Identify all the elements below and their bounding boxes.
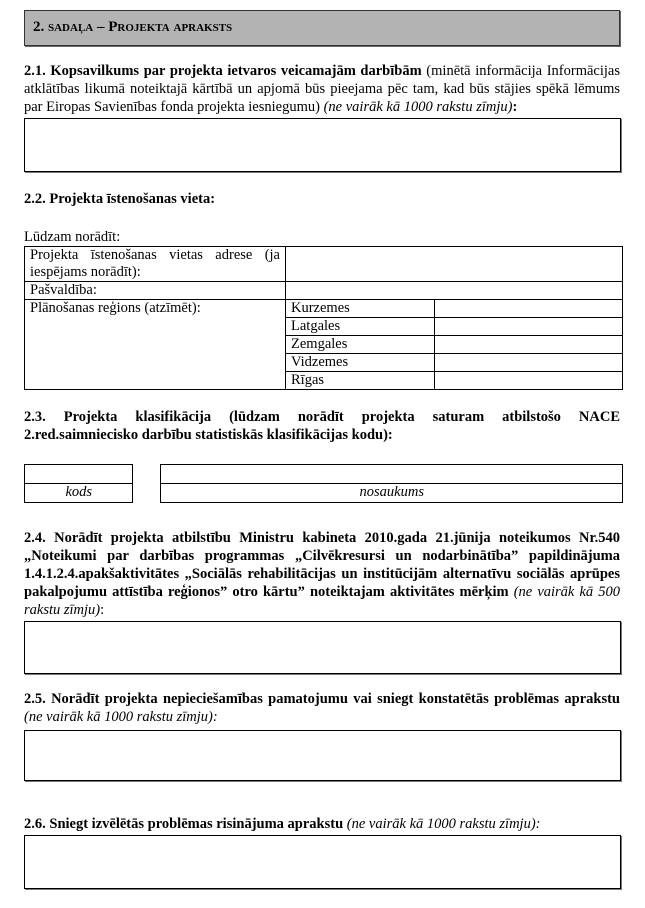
section-2-5-label: 2.5. Norādīt projekta nepieciešamības pamatojumu vai sniegt konstatētās problēmas aprakstu (ne vairāk kā 1000 rakstu zīmju):	[24, 691, 620, 725]
region-latgales-check[interactable]	[435, 318, 623, 336]
address-label: Projekta īstenošanas vietas adrese (ja iespējams norādīt):	[25, 247, 286, 282]
name-table	[160, 464, 623, 503]
classification-row	[24, 464, 623, 503]
code-label: kods	[25, 484, 133, 503]
region-vidzemes-check[interactable]	[435, 354, 623, 372]
region-kurzemes: Kurzemes	[286, 300, 435, 318]
region-zemgales-check[interactable]	[435, 336, 623, 354]
municipality-label: Pašvaldība:	[25, 282, 286, 300]
region-rigas: Rīgas	[286, 372, 435, 390]
please-indicate-label: Lūdzam norādīt:	[24, 229, 121, 245]
location-table	[24, 246, 623, 390]
region-label: Plānošanas reģions (atzīmēt):	[25, 300, 286, 390]
region-kurzemes-check[interactable]	[435, 300, 623, 318]
region-zemgales: Zemgales	[286, 336, 435, 354]
region-vidzemes: Vidzemes	[286, 354, 435, 372]
name-label: nosaukums	[161, 484, 623, 503]
address-input[interactable]	[286, 247, 623, 282]
justification-input-box[interactable]	[24, 730, 621, 781]
section-2-2-title: 2.2. Projekta īstenošanas vieta:	[24, 191, 216, 207]
section-2-1-label: 2.1. Kopsavilkums par projekta ietvaros veicamajām darbībām (minētā informācija Informācijas atklātības likumā noteiktajā kārtībā un apjomā būs pieejama pēc tam, kad būs stājies spēkā lēmums par Eiropas Savienības fonda projekta iesniegumu) (ne vairāk kā 1000 rakstu zīmju):	[24, 63, 620, 115]
region-latgales: Latgales	[286, 318, 435, 336]
name-input[interactable]	[161, 465, 623, 484]
section-title: 2. sadaļa – Projekta apraksts	[33, 19, 233, 35]
section-header	[24, 10, 620, 46]
section-2-3-title: 2.3. Projekta klasifikācija (lūdzam norādīt projekta saturam atbilstošo NACE 2.red.saimniecisko darbību statistiskās klasifikācijas kodu):	[24, 409, 620, 443]
solution-input-box[interactable]	[24, 835, 621, 889]
section-2-6-label: 2.6. Sniegt izvēlētās problēmas risinājuma aprakstu (ne vairāk kā 1000 rakstu zīmju):	[24, 816, 541, 832]
code-input[interactable]	[25, 465, 133, 484]
objective-input-box[interactable]	[24, 621, 621, 674]
section-2-4-label: 2.4. Norādīt projekta atbilstību Ministru kabineta 2010.gada 21.jūnija noteikumos Nr.540 „Noteikumi par darbības programmas „Cilvēkresursi un nodarbinātība” papildinājuma 1.4.1.2.4.apakšaktivitātes „Sociālās rehabilitācijas un institūcijām alternatīvu sociālās aprūpes pakalpojumu attīstība reģionos” otro kārtu” noteiktajam aktivitātes mērķim (ne vairāk kā 500 rakstu zīmju):	[24, 530, 620, 618]
municipality-input[interactable]	[286, 282, 623, 300]
region-rigas-check[interactable]	[435, 372, 623, 390]
code-table	[24, 464, 133, 503]
summary-input-box[interactable]	[24, 118, 621, 172]
